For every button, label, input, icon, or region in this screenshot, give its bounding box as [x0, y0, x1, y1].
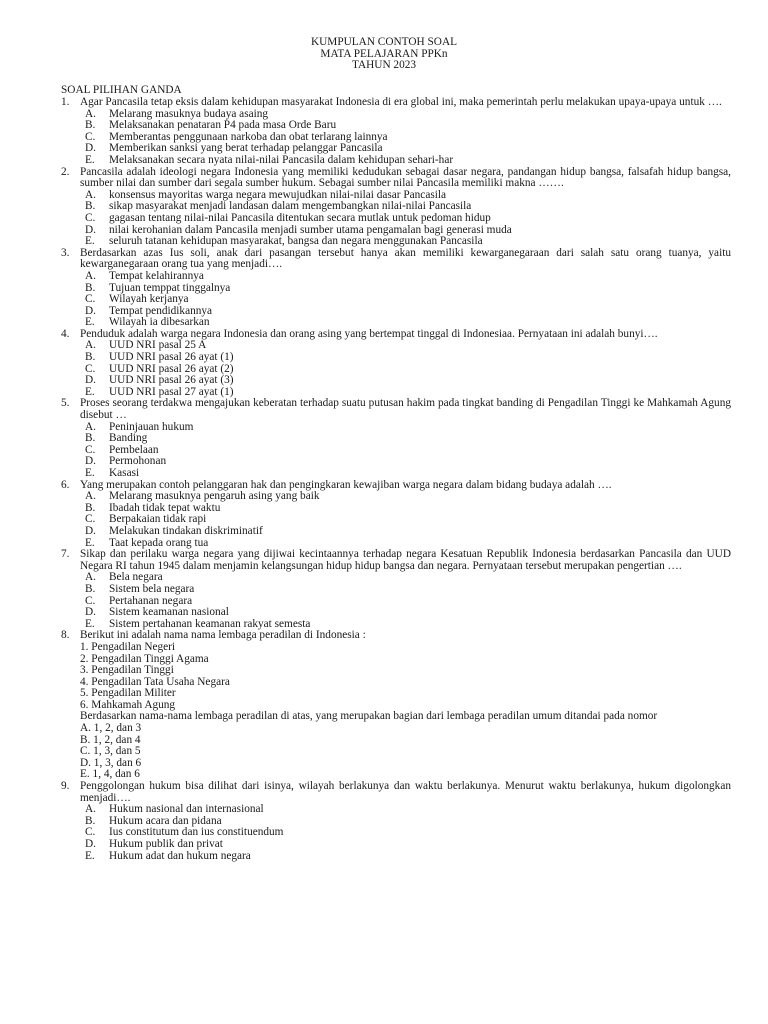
- option-text: Wilayah ia dibesarkan: [109, 316, 210, 329]
- option-letter: B.: [85, 501, 96, 514]
- question-item: [61, 630, 731, 781]
- court-list-item: 1. Pengadilan Negeri: [80, 640, 176, 653]
- question-number: 4.: [61, 327, 70, 340]
- question-number: 3.: [61, 246, 70, 259]
- option-letter: C.: [85, 513, 96, 526]
- option-text: Hukum nasional dan internasional: [109, 803, 264, 816]
- option-letter: A.: [85, 339, 96, 352]
- option-letter: B.: [85, 281, 96, 294]
- answer-option: E. 1, 4, dan 6: [80, 768, 140, 781]
- option-letter: B.: [85, 814, 96, 827]
- answer-option: [85, 584, 731, 596]
- option-text: Melarang masuknya budaya asaing: [109, 107, 269, 120]
- question-item: [61, 781, 731, 862]
- question-text: Proses seorang terdakwa mengajukan keberatan terhadap suatu putusan hakim pada tingkat banding di Pengadilan Tinggi ke Mahkamah Agung disebut …: [80, 397, 731, 422]
- answer-option: B. 1, 2, dan 4: [80, 733, 141, 746]
- answer-option: [85, 422, 731, 434]
- option-letter: E.: [85, 849, 95, 862]
- question-item: [61, 97, 731, 167]
- court-list-item: 5. Pengadilan Militer: [80, 687, 176, 700]
- option-letter: E.: [85, 316, 95, 329]
- option-letter: E.: [85, 467, 95, 479]
- option-text: Memberantas penggunaan narkoba dan obat terlarang lainnya: [109, 130, 388, 143]
- question-item: [61, 480, 731, 550]
- court-list-item: 2. Pengadilan Tinggi Agama: [80, 652, 209, 665]
- answer-option: [85, 851, 731, 863]
- answer-option: A. 1, 2, dan 3: [80, 722, 142, 735]
- question-number: 6.: [61, 478, 70, 491]
- question-number: 9.: [61, 780, 70, 793]
- section-title: SOAL PILIHAN GANDA: [61, 84, 182, 96]
- question-item: [61, 329, 731, 399]
- option-letter: A.: [85, 420, 96, 433]
- answer-option: C. 1, 3, dan 5: [80, 745, 141, 758]
- option-text: UUD NRI pasal 26 ayat (2): [109, 362, 234, 375]
- answer-option: [85, 526, 731, 538]
- court-list-item: 4. Pengadilan Tata Usaha Negara: [80, 675, 230, 688]
- answer-option: [85, 839, 731, 851]
- option-text: Sistem pertahanan keamanan rakyat semesta: [109, 617, 311, 630]
- header-year: TAHUN 2023: [351, 59, 417, 72]
- question-item: [61, 398, 731, 479]
- option-letter: D.: [85, 142, 96, 155]
- question-text: Yang merupakan contoh pelanggaran hak dan pengingkaran kewajiban warga negara dalam bidang budaya adalah ….: [80, 478, 612, 491]
- answer-option: [85, 433, 731, 445]
- option-text: Ibadah tidak tepat waktu: [109, 501, 221, 514]
- option-letter: C.: [85, 362, 96, 375]
- option-letter: D.: [85, 606, 96, 619]
- option-text: UUD NRI pasal 26 ayat (1): [109, 351, 234, 364]
- option-text: Peninjauan hukum: [109, 420, 194, 433]
- option-letter: B.: [85, 119, 96, 132]
- option-letter: A.: [85, 107, 96, 120]
- option-letter: C.: [85, 130, 96, 143]
- option-text: Berpakaian tidak rapi: [109, 513, 207, 526]
- question-text: Pancasila adalah ideologi negara Indonesia yang memiliki kedudukan sebagai dasar negara, pandangan hidup bangsa, falsafah hidup bangsa, sumber nilai dan sumber dari segala sumber hukum. Sebagai sumber nilai Pancasila memiliki makna …….: [80, 165, 731, 190]
- answer-option: [85, 445, 731, 457]
- question-text: Penduduk adalah warga negara Indonesia dan orang asing yang bertempat tinggal di Indonesiaa. Pernyataan ini adalah bunyi….: [80, 327, 658, 340]
- court-list-item: 6. Mahkamah Agung: [80, 698, 176, 711]
- question-item: [61, 549, 731, 630]
- question-text: Berdasarkan azas Ius soli, anak dari pasangan tersebut hanya akan memiliki kewarganegaraan dari salah satu orang tuanya, yaitu kewarganegaraan orang tua yang menjadi….: [80, 246, 731, 271]
- answer-option: [85, 468, 731, 480]
- option-text: Melaksanakan penataran P4 pada masa Orde Baru: [109, 119, 337, 132]
- option-letter: C.: [85, 826, 96, 839]
- question-text: Berikut ini adalah nama nama lembaga peradilan di Indonesia :: [80, 629, 366, 642]
- option-letter: A.: [85, 269, 96, 282]
- option-text: UUD NRI pasal 26 ayat (3): [109, 374, 234, 387]
- option-letter: A.: [85, 803, 96, 816]
- option-letter: B.: [85, 351, 96, 364]
- option-text: Melaksanakan secara nyata nilai-nilai Pancasila dalam kehidupan sehari-har: [109, 153, 454, 166]
- answer-option: [85, 155, 731, 167]
- option-text: UUD NRI pasal 27 ayat (1): [109, 385, 234, 398]
- header-subject: MATA PELAJARAN PPKn: [320, 47, 448, 60]
- option-letter: D.: [85, 223, 96, 236]
- question-number: 7.: [61, 548, 70, 561]
- option-text: Permohonan: [109, 455, 167, 468]
- option-text: Memberikan sanksi yang berat terhadap pelanggar Pancasila: [109, 142, 383, 155]
- question-number: 1.: [61, 96, 70, 108]
- question-list: [61, 97, 731, 862]
- option-text: konsensus mayoritas warga negara mewujudkan nilai-nilai dasar Pancasila: [109, 188, 447, 201]
- question-number: 8.: [61, 629, 70, 642]
- option-letter: C.: [85, 594, 96, 607]
- document-header: [0, 37, 768, 72]
- option-text: sikap masyarakat menjadi landasan dalam mengembangkan nilai-nilai Pancasila: [109, 200, 472, 213]
- option-text: Taat kepada orang tua: [109, 536, 209, 549]
- option-text: Hukum adat dan hukum negara: [109, 849, 251, 862]
- question-text: Agar Pancasila tetap eksis dalam kehidupan masyarakat Indonesia di era global ini, maka pemerintah perlu melakukan upaya-upaya untuk ….: [80, 96, 722, 108]
- option-text: nilai kerohanian dalam Pancasila menjadi sumber utama pengamalan bagi generasi muda: [109, 223, 512, 236]
- option-letter: B.: [85, 582, 96, 595]
- question-item: [61, 167, 731, 248]
- option-text: Sistem keamanan nasional: [109, 606, 229, 619]
- option-letter: D.: [85, 524, 96, 537]
- option-letter: D.: [85, 304, 96, 317]
- option-letter: C.: [85, 211, 96, 224]
- option-text: UUD NRI pasal 25 A: [109, 339, 207, 352]
- option-letter: A.: [85, 490, 96, 503]
- question-prompt: Berdasarkan nama-nama lembaga peradilan di atas, yang merupakan bagian dari lembaga peradilan umum ditandai pada nomor: [80, 710, 658, 723]
- answer-option: [85, 294, 731, 306]
- option-letter: E.: [85, 617, 95, 630]
- option-letter: D.: [85, 374, 96, 387]
- option-text: Tujuan temppat tinggalnya: [109, 281, 231, 294]
- option-text: Tempat pendidikannya: [109, 304, 213, 317]
- option-letter: D.: [85, 455, 96, 468]
- answer-option: [85, 236, 731, 248]
- question-number: 5.: [61, 397, 70, 410]
- option-text: Pertahanan negara: [109, 594, 193, 607]
- answer-option: [85, 271, 731, 283]
- option-letter: C.: [85, 443, 96, 456]
- option-letter: E.: [85, 235, 95, 248]
- court-list-item: 3. Pengadilan Tinggi: [80, 664, 174, 677]
- option-text: Wilayah kerjanya: [109, 293, 189, 306]
- option-text: seluruh tatanan kehidupan masyarakat, bangsa dan negara menggunakan Pancasila: [109, 235, 483, 248]
- option-text: Tempat kelahirannya: [109, 269, 204, 282]
- question-number: 2.: [61, 165, 70, 178]
- option-letter: E.: [85, 153, 95, 166]
- answer-option: [85, 456, 731, 468]
- option-letter: A.: [85, 188, 96, 201]
- option-letter: D.: [85, 838, 96, 850]
- option-text: gagasan tentang nilai-nilai Pancasila ditentukan secara mutlak untuk pedoman hidup: [109, 211, 491, 224]
- option-text: Melakukan tindakan diskriminatif: [109, 524, 263, 537]
- option-letter: A.: [85, 571, 96, 584]
- option-text: Ius constitutum dan ius constituendum: [109, 826, 284, 839]
- option-text: Hukum acara dan pidana: [109, 814, 222, 827]
- option-letter: B.: [85, 200, 96, 213]
- option-letter: E.: [85, 385, 95, 398]
- question-text: Penggolongan hukum bisa dilihat dari isinya, wilayah berlakunya dan waktu berlakunya. Menurut waktu berlakunya, hukum digolongkan menjadi….: [80, 780, 731, 804]
- header-title: KUMPULAN CONTOH SOAL: [310, 36, 458, 48]
- answer-option: [85, 607, 731, 619]
- question-text: Sikap dan perilaku warga negara yang dijiwai kecintaannya terhadap negara Kesatuan Republik Indonesia berdasarkan Pancasila dan UUD Negara RI tahun 1945 dalam menjamin kelangsungan hidup hidup bangsa dan negara. Pernyataan tersebut merupakan pengertian ….: [80, 548, 731, 572]
- question-item: [61, 248, 731, 329]
- option-text: Banding: [109, 432, 148, 445]
- option-text: Sistem bela negara: [109, 582, 195, 595]
- answer-option: [85, 213, 731, 225]
- answer-option: D. 1, 3, dan 6: [80, 756, 142, 769]
- option-text: Bela negara: [109, 571, 163, 584]
- option-text: Hukum publik dan privat: [109, 838, 223, 850]
- option-text: Kasasi: [109, 467, 140, 479]
- option-text: Melarang masuknya pengaruh asing yang baik: [109, 490, 320, 503]
- option-letter: B.: [85, 432, 96, 445]
- answer-option: [85, 352, 731, 364]
- option-letter: C.: [85, 293, 96, 306]
- option-letter: E.: [85, 536, 95, 549]
- option-text: Pembelaan: [109, 443, 159, 456]
